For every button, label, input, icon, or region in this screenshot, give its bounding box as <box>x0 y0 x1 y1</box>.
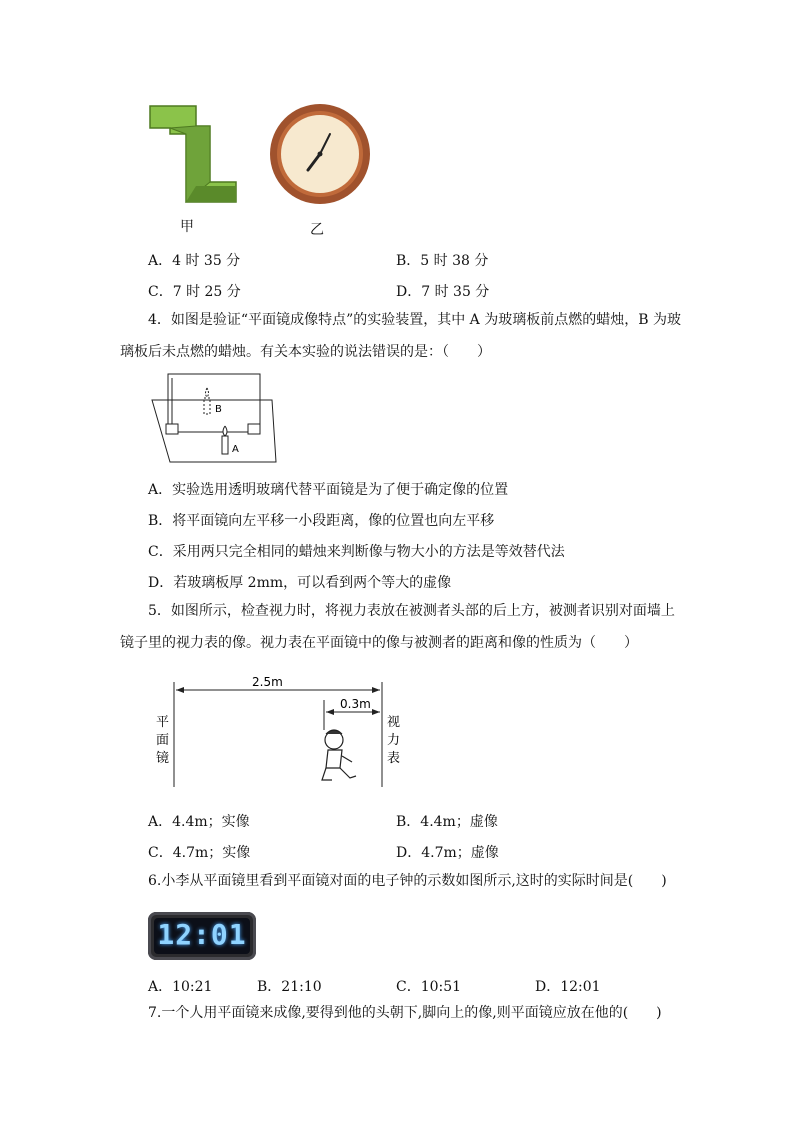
q4-fig-label-a: A <box>232 444 239 455</box>
q4-fig-apparatus <box>148 370 278 465</box>
q7-stem-line1: 7.一个人用平面镜来成像,要得到他的头朝下,脚向上的像,则平面镜应放在他的( ) <box>148 1005 662 1021</box>
q5-fig-chart-char-1: 视 <box>387 715 401 730</box>
q4-option-c: C．采用两只完全相同的蜡烛来判断像与物大小的方法是等效替代法 <box>148 544 565 560</box>
q5-fig-diagram <box>150 672 410 792</box>
q3-option-d: D．7 时 35 分 <box>396 284 490 300</box>
q3-option-c: C．7 时 25 分 <box>148 284 241 300</box>
q3-fig-jia-shape <box>148 104 238 209</box>
q5-fig-chart-char-3: 表 <box>387 751 401 766</box>
q3-option-b: B．5 时 38 分 <box>396 253 489 269</box>
q5-option-d: D．4.7m；虚像 <box>396 845 499 861</box>
q4-option-a: A．实验选用透明玻璃代替平面镜是为了便于确定像的位置 <box>148 482 509 498</box>
q4-option-d: D．若玻璃板厚 2mm，可以看到两个等大的虚像 <box>148 575 452 591</box>
q5-fig-dist-total: 2.5m <box>252 675 283 689</box>
q5-fig-mirror-char-2: 面 <box>156 733 170 748</box>
q5-fig-dist-short: 0.3m <box>340 697 371 711</box>
q3-option-a: A．4 时 35 分 <box>148 253 241 269</box>
q3-figure <box>148 102 373 237</box>
q6-stem-line1: 6.小李从平面镜里看到平面镜对面的电子钟的示数如图所示,这时的实际时间是( ) <box>148 873 667 889</box>
q3-fig-label-jia: 甲 <box>180 219 194 235</box>
q6-option-d: D．12:01 <box>535 979 601 995</box>
q5-stem-line1: 5．如图所示，检查视力时，将视力表放在被测者头部的后上方，被测者识别对面墙上 <box>148 603 675 619</box>
q5-figure <box>150 672 410 792</box>
q5-option-a: A．4.4m；实像 <box>148 814 250 830</box>
q5-option-b: B．4.4m；虚像 <box>396 814 498 830</box>
q3-fig-label-yi: 乙 <box>310 222 324 238</box>
q4-stem-line2: 璃板后未点燃的蜡烛。有关本实验的说法错误的是：（ ） <box>120 344 491 360</box>
q3-fig-yi-clock <box>268 102 372 206</box>
q4-option-b: B．将平面镜向左平移一小段距离，像的位置也向左平移 <box>148 513 495 529</box>
q5-fig-mirror-char-1: 平 <box>156 715 170 730</box>
q4-fig-label-b: B <box>215 404 222 415</box>
q6-clock-digits: 12:01 <box>157 918 247 951</box>
q6-option-a: A．10:21 <box>148 979 213 995</box>
q5-fig-person <box>322 730 356 780</box>
q6-option-c: C．10:51 <box>396 979 462 995</box>
q4-figure <box>148 370 278 465</box>
q5-fig-mirror-char-3: 镜 <box>156 751 170 766</box>
q4-stem-line1: 4．如图是验证“平面镜成像特点”的实验装置，其中 A 为玻璃板前点燃的蜡烛，B 为玻 <box>148 312 681 328</box>
q6-digital-clock <box>148 912 256 960</box>
q5-fig-chart-char-2: 力 <box>387 733 401 748</box>
q6-option-b: B．21:10 <box>257 979 322 995</box>
q5-stem-line2: 镜子里的视力表的像。视力表在平面镜中的像与被测者的距离和像的性质为（ ） <box>120 635 638 651</box>
q5-option-c: C．4.7m；实像 <box>148 845 251 861</box>
